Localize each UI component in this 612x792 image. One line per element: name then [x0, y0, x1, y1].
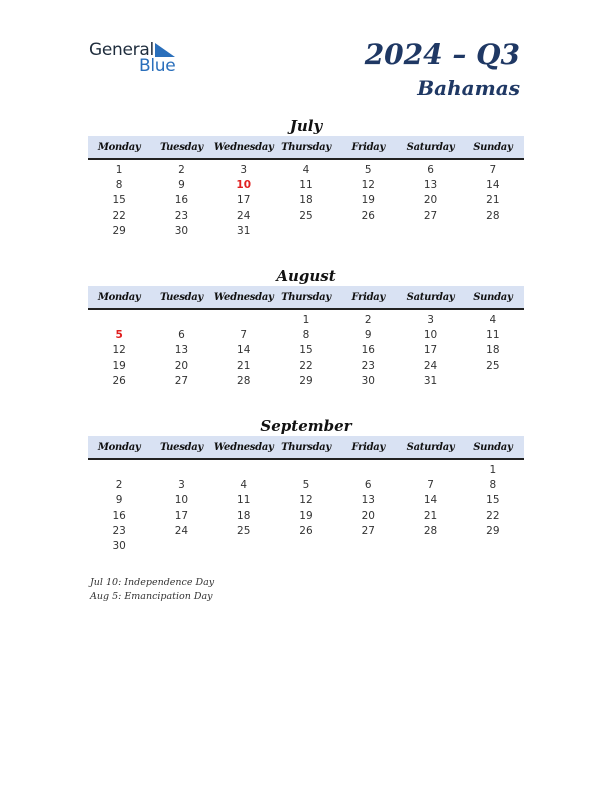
day-cell: 18 [299, 194, 313, 207]
month-name: August [276, 267, 336, 285]
holiday-note: Aug 5: Emancipation Day [90, 591, 213, 602]
month-calendar-july [88, 116, 524, 238]
weekday-header-row [88, 286, 524, 310]
day-cell: 15 [486, 494, 500, 507]
day-cell: 13 [423, 178, 438, 191]
day-cell: 4 [302, 163, 310, 176]
day-cell: 29 [299, 374, 313, 387]
week-row [88, 312, 524, 327]
day-cell: 20 [423, 194, 438, 207]
day-cell: 29 [112, 224, 126, 237]
day-cell: 24 [237, 209, 251, 222]
day-cell: 8 [115, 178, 123, 191]
weekday-label: Sunday [473, 441, 513, 453]
day-cell: 23 [112, 524, 126, 537]
day-cell: 18 [486, 344, 500, 357]
day-cell: 17 [174, 509, 189, 522]
week-row [88, 373, 524, 388]
day-cell: 30 [112, 540, 126, 553]
day-cell: 13 [174, 344, 189, 357]
day-cell: 28 [486, 209, 500, 222]
weekday-label: Monday [97, 291, 141, 303]
week-row [88, 327, 524, 342]
day-cell: 20 [174, 359, 189, 372]
day-cell: 22 [112, 209, 126, 222]
day-cell: 18 [237, 509, 251, 522]
weekday-label: Friday [351, 141, 385, 153]
month-calendar-august [88, 266, 524, 388]
weekday-label: Wednesday [213, 141, 274, 153]
day-cell: 26 [361, 209, 375, 222]
holiday-notes [90, 576, 214, 604]
month-calendar-september [88, 416, 524, 554]
logo [89, 40, 189, 76]
day-cell: 21 [237, 359, 251, 372]
week-row [88, 223, 524, 238]
weekday-label: Monday [97, 141, 141, 153]
week-row [88, 538, 524, 553]
day-cell: 31 [423, 374, 438, 387]
day-cell: 25 [299, 209, 313, 222]
day-cell: 4 [489, 313, 497, 326]
day-cell: 8 [302, 328, 310, 341]
day-cell: 6 [427, 163, 434, 176]
day-cell: 3 [427, 313, 434, 326]
day-cell: 24 [174, 524, 189, 537]
weekday-label: Saturday [406, 291, 455, 303]
week-row [88, 162, 524, 177]
day-cell: 9 [178, 178, 185, 191]
day-cell: 5 [364, 163, 372, 176]
day-cell: 10 [423, 328, 438, 341]
weekday-label: Tuesday [159, 141, 203, 153]
day-cell: 24 [423, 359, 438, 372]
day-cell: 6 [364, 478, 372, 491]
day-cell: 19 [361, 194, 375, 207]
weekday-label: Sunday [473, 291, 513, 303]
day-cell: 12 [299, 494, 313, 507]
weekday-label: Sunday [473, 141, 513, 153]
day-cell: 17 [423, 344, 438, 357]
day-cell: 4 [240, 478, 248, 491]
weekday-label: Tuesday [159, 291, 203, 303]
day-cell: 21 [423, 509, 438, 522]
week-row [88, 208, 524, 223]
week-row [88, 358, 524, 373]
weekday-label: Saturday [406, 141, 455, 153]
day-cell: 29 [486, 524, 500, 537]
weekday-label: Friday [351, 291, 385, 303]
weekday-label: Saturday [406, 441, 455, 453]
day-cell: 28 [237, 374, 251, 387]
week-row [88, 493, 524, 508]
week-row [88, 477, 524, 492]
day-cell: 9 [115, 494, 123, 507]
week-row [88, 177, 524, 192]
day-cell: 14 [486, 178, 500, 191]
day-cell: 3 [178, 478, 185, 491]
month-name: September [260, 417, 352, 435]
day-cell: 12 [112, 344, 126, 357]
day-cell: 12 [361, 178, 375, 191]
day-cell: 11 [486, 328, 500, 341]
day-cell: 11 [237, 494, 251, 507]
day-cell: 1 [489, 463, 497, 476]
day-cell: 15 [299, 344, 313, 357]
day-cell: 17 [237, 194, 251, 207]
week-row [88, 508, 524, 523]
day-cell: 16 [112, 509, 126, 522]
day-cell: 14 [237, 344, 251, 357]
day-cell: 27 [423, 209, 438, 222]
holiday-note: Jul 10: Independence Day [90, 577, 215, 588]
day-cell: 5 [302, 478, 310, 491]
day-cell: 27 [174, 374, 189, 387]
weekday-header-row [88, 136, 524, 160]
day-cell: 27 [361, 524, 375, 537]
day-cell: 30 [174, 224, 189, 237]
weekday-label: Thursday [281, 291, 331, 303]
day-cell: 16 [361, 344, 375, 357]
day-cell: 20 [361, 509, 375, 522]
weekday-label: Friday [351, 441, 385, 453]
day-cell: 10 [174, 494, 189, 507]
week-row [88, 193, 524, 208]
week-row [88, 343, 524, 358]
day-cell: 7 [240, 328, 248, 341]
day-cell: 1 [115, 163, 123, 176]
day-cell: 31 [237, 224, 251, 237]
day-cell: 10 [236, 178, 252, 191]
day-cell: 30 [361, 374, 375, 387]
weekday-label: Wednesday [213, 291, 274, 303]
page-title: 2024 – Q3 [364, 38, 520, 71]
day-cell: 3 [240, 163, 248, 176]
day-cell: 7 [427, 478, 434, 491]
day-cell: 28 [423, 524, 438, 537]
day-cell: 2 [178, 163, 185, 176]
day-cell: 21 [486, 194, 500, 207]
day-cell: 7 [489, 163, 497, 176]
weekday-label: Thursday [281, 441, 331, 453]
day-cell: 19 [299, 509, 313, 522]
day-cell: 2 [364, 313, 372, 326]
day-cell: 23 [361, 359, 375, 372]
day-cell: 15 [112, 194, 126, 207]
day-cell: 26 [112, 374, 126, 387]
day-cell: 11 [299, 178, 313, 191]
month-name: July [289, 117, 323, 135]
day-cell: 14 [423, 494, 438, 507]
day-cell: 19 [112, 359, 126, 372]
week-row [88, 462, 524, 477]
week-row [88, 523, 524, 538]
day-cell: 6 [178, 328, 185, 341]
day-cell: 2 [115, 478, 123, 491]
day-cell: 9 [364, 328, 372, 341]
weekday-label: Thursday [281, 141, 331, 153]
day-cell: 25 [237, 524, 251, 537]
logo-text-general: General [89, 40, 154, 60]
weekday-header-row [88, 436, 524, 460]
day-cell: 13 [361, 494, 375, 507]
weekday-label: Tuesday [159, 441, 203, 453]
day-cell: 23 [174, 209, 189, 222]
weekday-label: Wednesday [213, 441, 274, 453]
day-cell: 26 [299, 524, 313, 537]
day-cell: 25 [486, 359, 500, 372]
day-cell: 8 [489, 478, 497, 491]
day-cell: 1 [302, 313, 310, 326]
weekday-label: Monday [97, 441, 141, 453]
day-cell: 22 [299, 359, 313, 372]
logo-text-blue: Blue [139, 56, 176, 76]
country-subtitle: Bahamas [417, 76, 520, 100]
day-cell: 16 [174, 194, 189, 207]
day-cell: 5 [115, 328, 123, 341]
day-cell: 22 [486, 509, 500, 522]
